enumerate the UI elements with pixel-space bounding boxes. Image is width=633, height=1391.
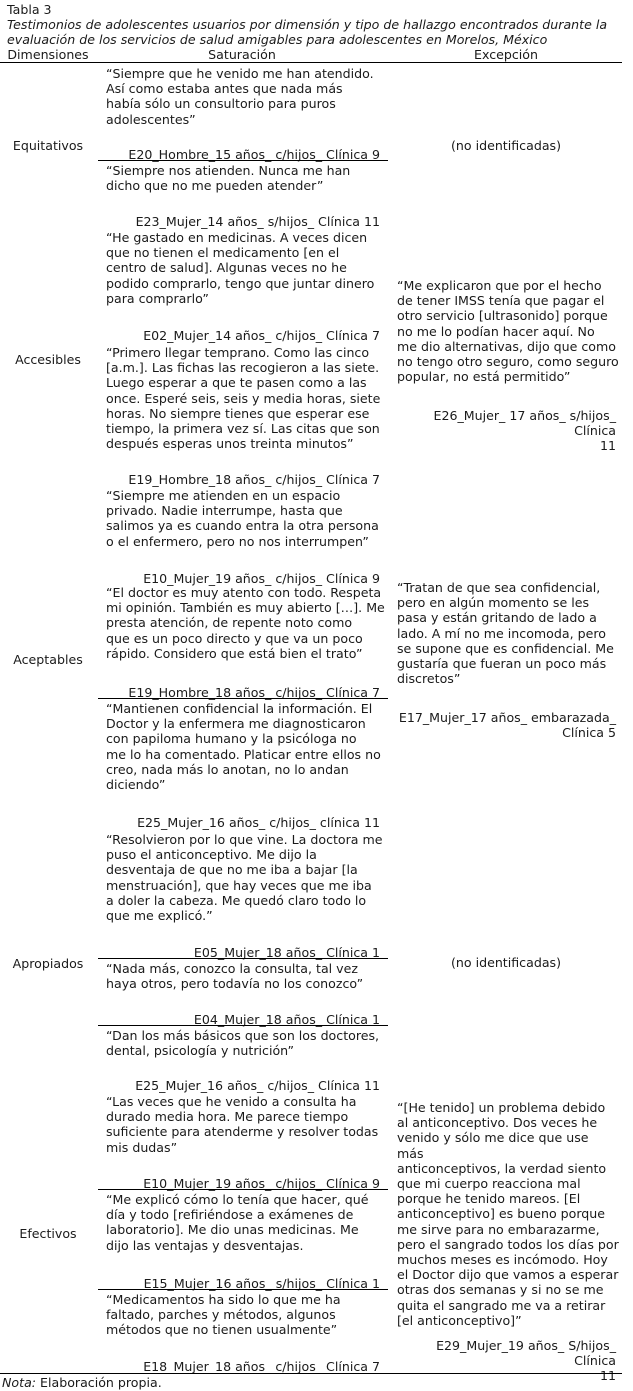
saturation-citation: E10_Mujer_19 años_ c/hijos_ Clínica 9 [143, 571, 380, 586]
exception-quote: “Me explicaron que por el hecho de tener IMSS tenía que pagar el otro servicio [ultrasonido] porque no me lo podían hacer aquí. No me dio alternativas, dijo que como no tengo otro seguro, como seguro popular, no está permitido” [397, 278, 619, 385]
saturation-citation: E05_Mujer_18 años_ Clínica 1 [193, 945, 380, 960]
saturation-quote: “He gastado en medicinas. A veces dicen que no tienen el medicamento [en el centro de salud]. Algunas veces no he podido comprarlo, tengo que juntar dinero para comprarlo” [106, 230, 375, 306]
saturation-citation: E18_Mujer_18 años_ c/hijos_ Clínica 7 [143, 1359, 380, 1374]
dimension-label: Equitativos [12, 138, 84, 153]
saturation-citation: E25_Mujer_16 años_ c/hijos_ clínica 11 [137, 815, 380, 830]
table-bottom-rule [0, 1373, 622, 1374]
saturation-quote: “Siempre que he venido me han atendido. Así como estaba antes que nada más había sólo un consultorio para puros adolescentes” [106, 66, 374, 127]
saturation-citation: E04_Mujer_18 años_ Clínica 1 [193, 1012, 380, 1027]
saturation-citation: E20_Hombre_15 años_ c/hijos_ Clínica 9 [128, 147, 380, 162]
saturation-quote: “Resolvieron por lo que vine. La doctora me puso el anticonceptivo. Me dijo la desventaja de que no me iba a bajar [la menstruación], que hay veces que me iba a doler la cabeza. Me quedó claro todo lo que me explicó.” [106, 832, 383, 924]
quote-divider [98, 958, 388, 959]
saturation-quote: “El doctor es muy atento con todo. Respeta mi opinión. También es muy abierto […]. Me presta atención, de repente noto como que es un poco directo y que va un poco rápido. Considero que está bien el trato” [106, 585, 385, 661]
saturation-quote: “Nada más, conozco la consulta, tal vez haya otros, pero todavía no los conozco” [106, 961, 364, 992]
header-exception: Excepción [474, 47, 538, 62]
exception-citation: E26_Mujer_ 17 años_ s/hijos_ Clínica 11 [433, 408, 616, 454]
exception-quote: “[He tenido] un problema debido al anticonceptivo. Dos veces he venido y sólo me dice que use más anticonceptivos, la verdad siento que mi cuerpo reacciona mal porque he tenido mareos. [El anticonceptivo] es bueno porque me sirve para no embarazarme, pero el sangrado todos los días por muchos meses es incómodo. Hoy el Doctor dijo que vamos a esperar otras dos semanas y si no se me quita el sangrado me va a retirar [el anticonceptivo]” [397, 1100, 619, 1328]
saturation-citation: E15_Mujer_16 años_ s/hijos_ Clínica 1 [143, 1276, 380, 1291]
exception-citation: E17_Mujer_17 años_ embarazada_ Clínica 5 [398, 710, 616, 741]
dimension-label: Apropiados [12, 956, 84, 971]
table-title: Testimonios de adolescentes usuarios por dimensión y tipo de hallazgo encontrados durante la evaluación de los servicios de salud amigables para adolescentes en Morelos, México [7, 17, 608, 48]
exception-none: (no identificadas) [450, 955, 562, 970]
saturation-quote: “Mantienen confidencial la información. El Doctor y la enfermera me diagnosticaron con papiloma humano y la psicóloga no me lo ha comentado. Platicar entre ellos no creo, nada más lo anotan, no lo andan diciendo” [106, 701, 381, 793]
saturation-citation: E25_Mujer_16 años_ c/hijos_ Clínica 11 [135, 1078, 380, 1093]
saturation-quote: “Medicamentos ha sido lo que me ha faltado, parches y métodos, algunos métodos que no tienen usualmente” [106, 1292, 341, 1338]
saturation-quote: “Me explicó cómo lo tenía que hacer, qué día y todo [refiriéndose a exámenes de laboratorio]. Me dio unas medicinas. Me dijo las ventajas y desventajas. [106, 1192, 369, 1253]
table-note [2, 1375, 162, 1390]
exception-none: (no identificadas) [450, 138, 562, 153]
saturation-citation: E02_Mujer_14 años_ c/hijos_ Clínica 7 [143, 328, 380, 343]
header-dimensions: Dimensiones [7, 47, 89, 62]
note-text: Elaboración propia. [36, 1375, 162, 1390]
saturation-quote: “Las veces que he venido a consulta ha durado media hora. Me parece tiempo suficiente para atenderme y resolver todas mis dudas” [106, 1094, 379, 1155]
dimension-label: Aceptables [13, 652, 83, 667]
saturation-quote: “Siempre nos atienden. Nunca me han dicho que no me pueden atender” [106, 163, 351, 194]
dimension-label: Efectivos [19, 1226, 77, 1241]
saturation-quote: “Siempre me atienden en un espacio privado. Nadie interrumpe, hasta que salimos ya es cuando entra la otra persona o el enfermero, pero no nos interrumpen” [106, 488, 379, 549]
saturation-citation: E10_Mujer_19 años_ c/hijos_ Clínica 9 [143, 1176, 380, 1191]
table-label: Tabla 3 [7, 2, 52, 17]
header-saturation: Saturación [208, 47, 276, 62]
exception-quote: “Tratan de que sea confidencial, pero en algún momento se les pasa y están gritando de lado a lado. A mí no me incomoda, pero se supone que es confidencial. Me gustaría que fueran un poco más discretos” [397, 580, 614, 687]
exception-citation: E29_Mujer_19 años_ S/hijos_ Clínica 11 [436, 1338, 616, 1384]
saturation-quote: “Dan los más básicos que son los doctores, dental, psicología y nutrición” [106, 1028, 380, 1059]
quote-divider [98, 1025, 388, 1026]
header-rule [0, 62, 622, 63]
quote-divider [98, 1289, 388, 1290]
note-label: Nota: [2, 1375, 37, 1390]
saturation-citation: E19_Hombre_18 años_ c/hijos_ Clínica 7 [128, 472, 380, 487]
dimension-label: Accesibles [15, 352, 81, 367]
saturation-citation: E19_Hombre_18 años_ c/hijos_ Clínica 7 [128, 685, 380, 700]
quote-divider [98, 698, 388, 699]
saturation-citation: E23_Mujer_14 años_ s/hijos_ Clínica 11 [135, 214, 380, 229]
quote-divider [98, 1189, 388, 1190]
quote-divider [98, 160, 388, 161]
saturation-quote: “Primero llegar temprano. Como las cinco [a.m.]. Las fichas las recogieron a las siete. Luego esperar a que te pasen como a las once. Esperé seis, seis y media horas, siete horas. No siempre tienes que esperar ese tiempo, la primera vez sí. Las citas que son después esperas unos treinta minutos” [106, 345, 381, 452]
